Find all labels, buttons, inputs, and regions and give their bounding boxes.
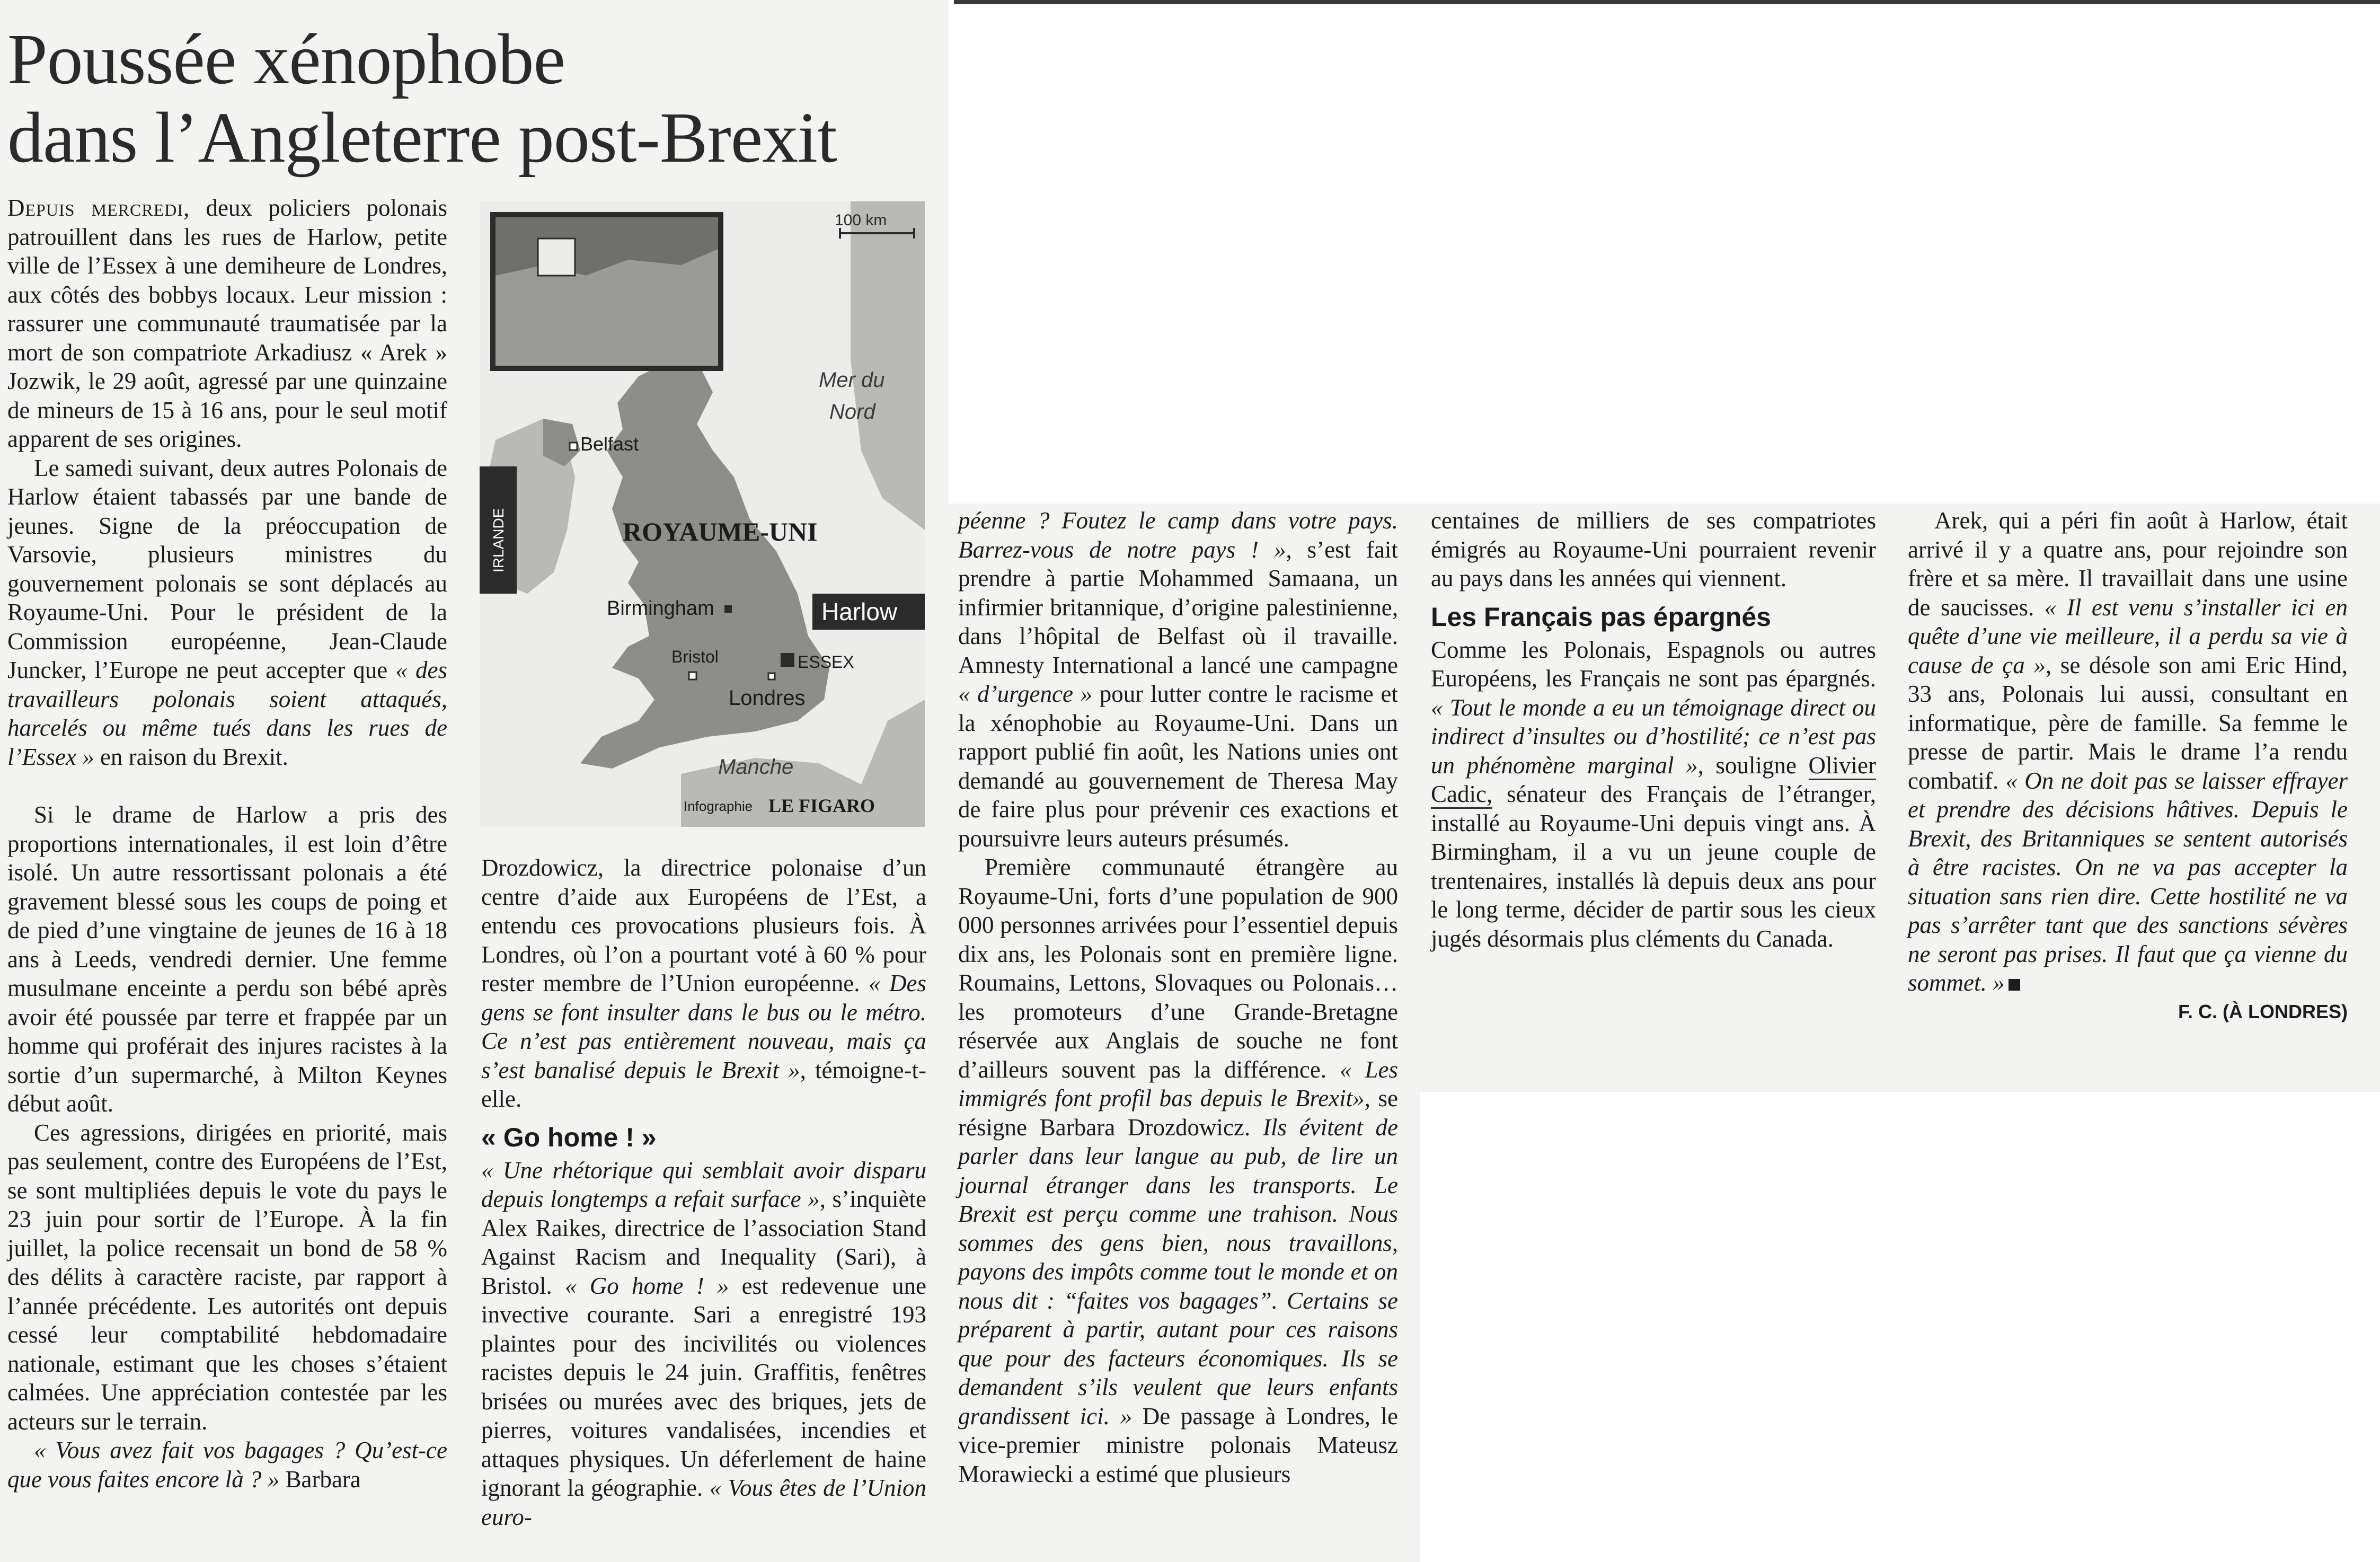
paragraph-c3-2: Première communauté étrangère au Royaume-Uni, forts d’une population de 900 000 personnes arrivées pour l’essentiel depuis dix ans, les Polonais sont en première ligne. Roumains, Lettons, Slovaques ou Polonais… les promoteurs d’une Grande-Bretagne réservée aux Anglais de souche ne font d’ailleurs souvent pas la différence. « Les immigrés font profil bas depuis le Brexit», se résigne Barbara Drozdowicz. Ils évitent de parler dans leur langue au pub, de lire un journal étranger dans les transports. Le Brexit est perçu comme une trahison. Nous sommes des gens bien, nous travaillons, payons des impôts comme tout le monde et on nous dit : “faites vos bagages”. Certains se préparent à partir, autant pour ces raisons que pour des facteurs économiques. Ils se demandent s’ils veulent que leurs enfants grandissent ici. » De passage à Londres, le vice-premier ministre polonais Mateusz Morawiecki a estimé que plusieurs bbox=[958, 854, 1398, 1487]
essex-label: ESSEX bbox=[798, 652, 854, 672]
headline bbox=[7, 20, 837, 177]
uk-map bbox=[480, 201, 925, 827]
belfast-marker bbox=[570, 443, 577, 450]
column-2 bbox=[481, 853, 926, 1531]
column-5 bbox=[1908, 506, 2348, 1026]
country-label: ROYAUME-UNI bbox=[623, 517, 818, 546]
map-infographic bbox=[480, 201, 925, 827]
subheading-go-home: « Go home ! » bbox=[481, 1122, 657, 1152]
harlow-marker bbox=[781, 653, 794, 667]
column-1-bottom bbox=[7, 800, 447, 1494]
paragraph-c5-1: Arek, qui a péri fin août à Harlow, était arrivé il y a quatre ans, pour rejoindre son frère et sa mère. Il travaillait dans une usine de saucisses. « Il est venu s’installer ici en quête d’une vie meilleure, il a perdu sa vie à cause de ça », se désole son ami Eric Hind, 33 ans, Polonais lui aussi, consultant en informatique, père de famille. Sa femme le presse de partir. Mais le drame l’a rendu combatif. « On ne doit pas se laisser effrayer et prendre des décisions hâtives. Depuis le Brexit, des Britanniques se sentent autorisés à être racistes. On ne va pas accepter la situation sans rien dire. Cette hostilité ne va pas s’arrêter tant que des sanctions sévères ne seront pas prises. Il faut que ça vienne du sommet. » bbox=[1908, 507, 2348, 996]
top-edge-strip bbox=[954, 0, 2380, 4]
signature: F. C. (À LONDRES) bbox=[2178, 1000, 2348, 1022]
credit-prefix: Infographie bbox=[684, 798, 753, 814]
channel-label: Manche bbox=[718, 755, 794, 779]
ireland-label: IRLANDE bbox=[490, 508, 507, 572]
map-scale-label: 100 km bbox=[835, 211, 887, 229]
column-4 bbox=[1431, 506, 1876, 953]
paragraph-3: Si le drame de Harlow a pris des proportions internationales, il est loin d’être isolé. Un autre ressortissant polonais a été gravement blessé sous les coups de poing et de pied d’une vingtaine de jeunes de 16 à 18 ans à Leeds, vendredi dernier. Une femme musulmane enceinte a perdu son bébé après avoir été poussée par terre et frappée par un homme qui proférait des injures racistes à la sortie d’un supermarché, à Milton Keynes début août. bbox=[7, 801, 447, 1117]
headline-line-1: Poussée xénophobe bbox=[7, 20, 565, 99]
paragraph-c2-2: « Une rhétorique qui semblait avoir disparu depuis longtemps a refait surface », s’inquiète Alex Raikes, directrice de l’association Stand Against Racism and Inequality (Sari), à Bristol. « Go home ! » est redevenue une invective courante. Sari a enregistré 193 plaintes pour des incivilités ou violences racistes depuis le 24 juin. Graffitis, fenêtres brisées ou murées avec des briques, jets de pierres, voitures vandalisées, incendies et attaques physiques. Un déferlement de haine ignorant la géographie. « Vous êtes de l’Union euro- bbox=[481, 1157, 926, 1530]
column-1-top bbox=[7, 193, 447, 771]
paragraph-c2-1: Drozdowicz, la directrice polonaise d’un centre d’aide aux Européens de l’Est, a entendu ces provocations plusieurs fois. À Londres, où l’on a pourtant voté à 60 % pour rester membre de l’Union européenne. « Des gens se font insulter dans le bus ou le métro. Ce n’est pas entièrement nouveau, mais ça s’est banalisé depuis le Brexit », témoigne-t-elle. bbox=[481, 854, 926, 1112]
harlow-label: Harlow bbox=[821, 598, 898, 625]
paragraph-4: Ces agressions, dirigées en priorité, mais pas seulement, contre des Européens de l’Est, se sont multipliées depuis le vote du pays le 23 juin pour sortir de l’Europe. À la fin juillet, la police recensait un bond de 58 % des délits à caractère raciste, par rapport à l’année précédente. Les autorités ont depuis cessé leur comptabilité hebdomadaire nationale, estimant que les choses s’étaient calmées. Une appréciation contestée par les acteurs sur le terrain. bbox=[7, 1119, 447, 1435]
column-3 bbox=[958, 506, 1398, 1488]
belfast-label: Belfast bbox=[580, 433, 639, 455]
paragraph-2: Le samedi suivant, deux autres Polonais de Harlow étaient tabassés par une bande de jeunes. Signe de la préoccupation de Varsovie, plusieurs ministres du gouvernement polonais se sont déplacés au Royaume-Uni. Pour le président de la Commission européenne, Jean-Claude Juncker, l’Europe ne peut accepter que « des travailleurs polonais soient attaqués, harcelés ou même tués dans les rues de l’Essex » en raison du Brexit. bbox=[7, 454, 447, 770]
paragraph-1: Depuis mercredi, deux policiers polonais patrouillent dans les rues de Harlow, petite ville de l’Essex à une demiheure de Londres, aux côtés des bobbys locaux. Leur mission : rassurer une communauté traumatisée par la mort de son compatriote Arkadiusz « Arek » Jozwik, le 29 août, agressé par une quinzaine de mineurs de 15 à 16 ans, pour le seul motif apparent de ses origines. bbox=[7, 195, 448, 452]
end-mark bbox=[2009, 979, 2020, 991]
birmingham-label: Birmingham bbox=[607, 597, 714, 620]
paragraph-c4-1: centaines de milliers de ses compatriotes émigrés au Royaume-Uni pourraient revenir au pays dans les années qui viennent. bbox=[1431, 507, 1876, 592]
paragraph-c3-1: péenne ? Foutez le camp dans votre pays. Barrez-vous de notre pays ! », s’est fait prendre à partie Mohammed Samaana, un infirmier britannique, d’origine palestinienne, dans l’hôpital de Belfast où il travaille. Amnesty International a lancé une campagne « d’urgence » pour lutter contre le racisme et la xénophobie au Royaume-Uni. Dans un rapport publié fin août, les Nations unies ont demandé au gouvernement de Theresa May de faire plus pour prévenir ces exactions et poursuivre leurs auteurs présumés. bbox=[958, 507, 1398, 852]
london-marker bbox=[768, 673, 775, 679]
paragraph-c4-2: Comme les Polonais, Espagnols ou autres Européens, les Français ne sont pas épargnés. « Tout le monde a eu un témoignage direct ou indirect d’insultes ou d’hostilité; ce n’est pas un phénomène marginal », souligne Olivier Cadic, sénateur des Français de l’étranger, installé au Royaume-Uni depuis vingt ans. À Birmingham, il a vu un jeune couple de trentenaires, installés là depuis deux ans pour le long terme, décider de partir sous les cieux jugés désormais plus cléments du Canada. bbox=[1431, 636, 1876, 952]
bristol-label: Bristol bbox=[671, 647, 719, 666]
london-label: Londres bbox=[729, 686, 806, 710]
name-olivier-cadic: Olivier Cadic, bbox=[1431, 752, 1876, 809]
subheading-francais: Les Français pas épargnés bbox=[1431, 602, 1771, 632]
headline-line-2: dans l’Angleterre post-Brexit bbox=[7, 98, 837, 178]
paragraph-5: « Vous avez fait vos bagages ? Qu’est-ce que vous faites encore là ? » Barbara bbox=[7, 1437, 447, 1493]
sea-north-label-2: Nord bbox=[829, 400, 875, 423]
sea-north-label-1: Mer du bbox=[819, 368, 885, 392]
lead-in-caps: Depuis mercredi, bbox=[7, 195, 190, 221]
credit-brand: LE FIGARO bbox=[768, 795, 875, 816]
birmingham-marker bbox=[724, 605, 732, 613]
bristol-marker bbox=[689, 672, 696, 679]
